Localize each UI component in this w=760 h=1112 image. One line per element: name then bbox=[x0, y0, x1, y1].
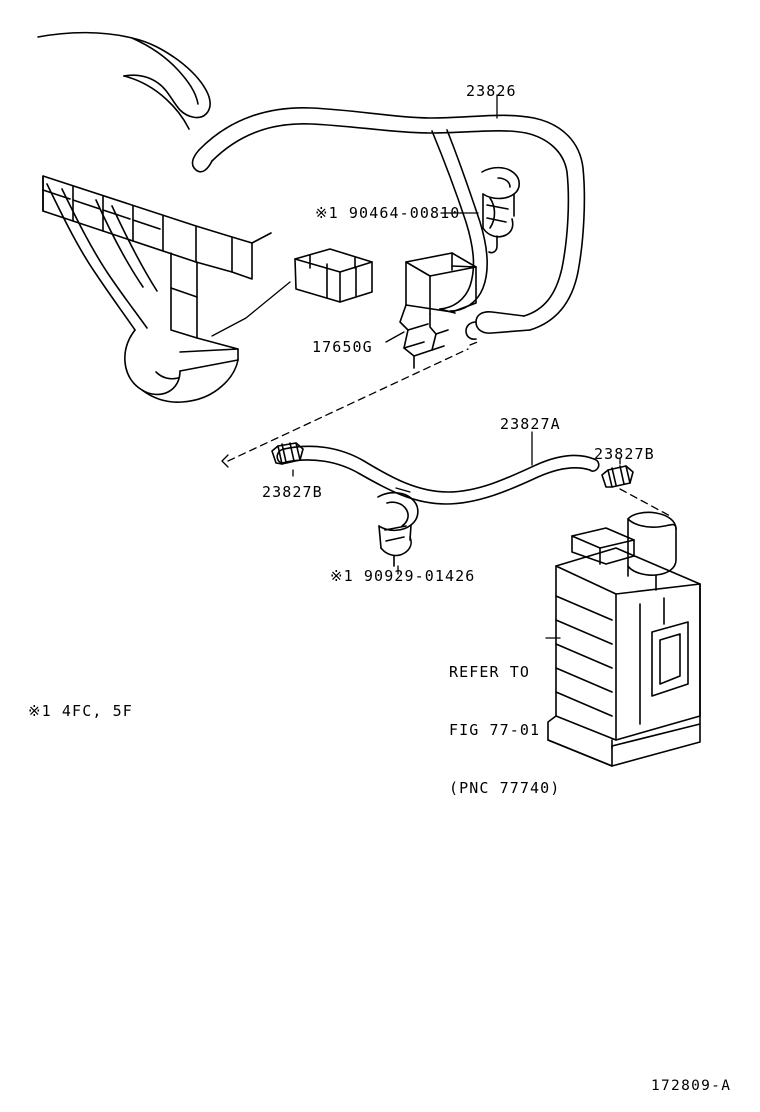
intake-manifold bbox=[43, 176, 271, 402]
refer-to-line-1: REFER TO bbox=[449, 663, 531, 682]
charcoal-canister bbox=[546, 512, 700, 766]
engine-cover-outline bbox=[38, 33, 210, 129]
part-label-17650g: 17650G bbox=[312, 338, 373, 356]
refer-to-note bbox=[449, 625, 560, 836]
part-label-90929-01426: ※1 90929-01426 bbox=[330, 567, 476, 585]
part-label-23827b-right: 23827B bbox=[594, 445, 655, 463]
part-label-23827a: 23827A bbox=[500, 415, 561, 433]
hose-23827a bbox=[277, 432, 599, 504]
clip-90929-01426 bbox=[378, 488, 418, 574]
part-label-23827b-left: 23827B bbox=[262, 483, 323, 501]
part-label-23826: 23826 bbox=[466, 82, 517, 100]
dash-arrow-head bbox=[222, 455, 228, 467]
note-legend: ※1 4FC, 5F bbox=[28, 702, 133, 720]
figure-id: 172809-A bbox=[651, 1078, 732, 1094]
refer-to-line-2: FIG 77-01 bbox=[449, 720, 541, 739]
part-label-90464-00810: ※1 90464-00810 bbox=[315, 204, 461, 222]
refer-to-line-3: (PNC 77740) bbox=[449, 778, 561, 797]
